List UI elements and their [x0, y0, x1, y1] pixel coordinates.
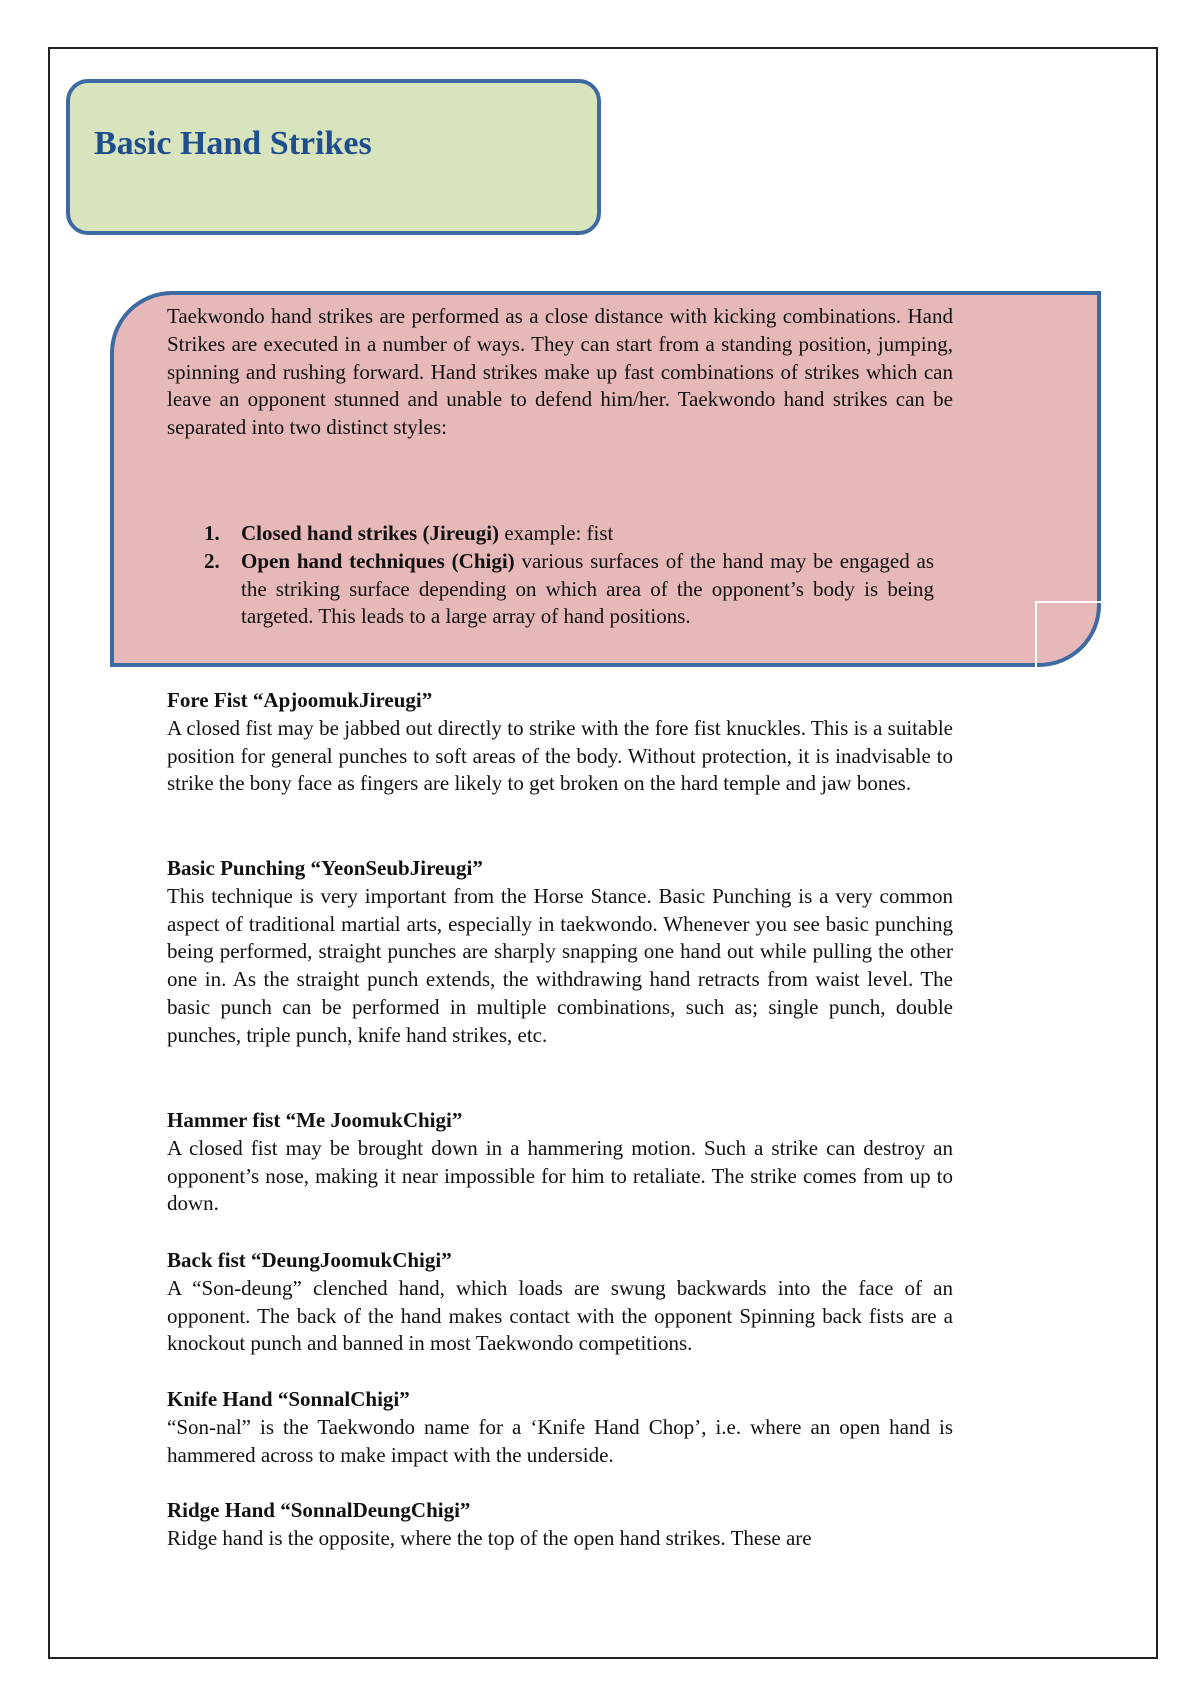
section-heading: Hammer fist “Me JoomukChigi”: [167, 1108, 463, 1132]
section-ridge-hand: [167, 1497, 953, 1553]
list-item-term: Open hand techniques (Chigi): [241, 548, 515, 573]
section-heading: Fore Fist “ApjoomukJireugi”: [167, 688, 433, 712]
page-title: Basic Hand Strikes: [94, 125, 372, 162]
section-heading: Knife Hand “SonnalChigi”: [167, 1387, 410, 1411]
section-body: A closed fist may be jabbed out directly to strike with the fore fist knuckles. This is a suitable position for general punches to soft areas of the body. Without protection, it is inadvisable to strike the bony face as fingers are likely to get broken on the hard temple and jaw bones.: [167, 715, 953, 796]
section-knife-hand: [167, 1386, 953, 1469]
intro-paragraph: Taekwondo hand strikes are performed as a close distance with kicking combinations. Hand Strikes are executed in a number of ways. They can start from a standing position, jumping, spinning and rushing forward. Hand strikes make up fast combinations of strikes which can leave an opponent stunned and unable to defend him/her. Taekwondo hand strikes can be separated into two distinct styles:: [167, 304, 953, 440]
section-hammer-fist: [167, 1107, 953, 1218]
section-fore-fist: [167, 687, 953, 798]
list-item-description: example: fist: [499, 521, 614, 545]
section-body: A closed fist may be brought down in a hammering motion. Such a strike can destroy an opponent’s nose, making it near impossible for him to retaliate. The strike comes from up to down.: [167, 1135, 953, 1216]
section-body: A “Son-deung” clenched hand, which loads are swung backwards into the face of an opponent. The back of the hand makes contact with the opponent Spinning back fists are a knockout punch and banned in most Taekwondo competitions.: [167, 1275, 953, 1356]
section-body: “Son-nal” is the Taekwondo name for a ‘Knife Hand Chop’, i.e. where an open hand is hammered across to make impact with the underside.: [167, 1414, 953, 1467]
list-item-description: various surfaces of the hand may be engaged as the striking surface depending on which area of the opponent’s body is being targeted. This leads to a large array of hand positions.: [241, 548, 934, 629]
section-back-fist: [167, 1247, 953, 1358]
list-item-number: 1.: [204, 521, 220, 545]
section-heading: Ridge Hand “SonnalDeungChigi”: [167, 1498, 471, 1522]
section-body: This technique is very important from the Horse Stance. Basic Punching is a very common aspect of traditional martial arts, especially in taekwondo. Whenever you see basic punching being performed, straight punches are sharply snapping one hand out while pulling the other one in. As the straight punch extends, the withdrawing hand retracts from waist level. The basic punch can be performed in multiple combinations, such as; single punch, double punches, triple punch, knife hand strikes, etc.: [167, 883, 953, 1047]
section-heading: Back fist “DeungJoomukChigi”: [167, 1248, 452, 1272]
section-basic-punching: [167, 855, 953, 1050]
list-item: [199, 520, 934, 548]
list-item-number: 2.: [204, 548, 220, 573]
section-heading: Basic Punching “YeonSeubJireugi”: [167, 856, 483, 880]
list-item-term: Closed hand strikes (Jireugi): [241, 521, 500, 545]
title-box: [66, 79, 601, 235]
section-body: Ridge hand is the opposite, where the top of the open hand strikes. These are: [167, 1525, 812, 1550]
list-item: [199, 548, 934, 631]
strike-styles-list: [199, 520, 934, 631]
